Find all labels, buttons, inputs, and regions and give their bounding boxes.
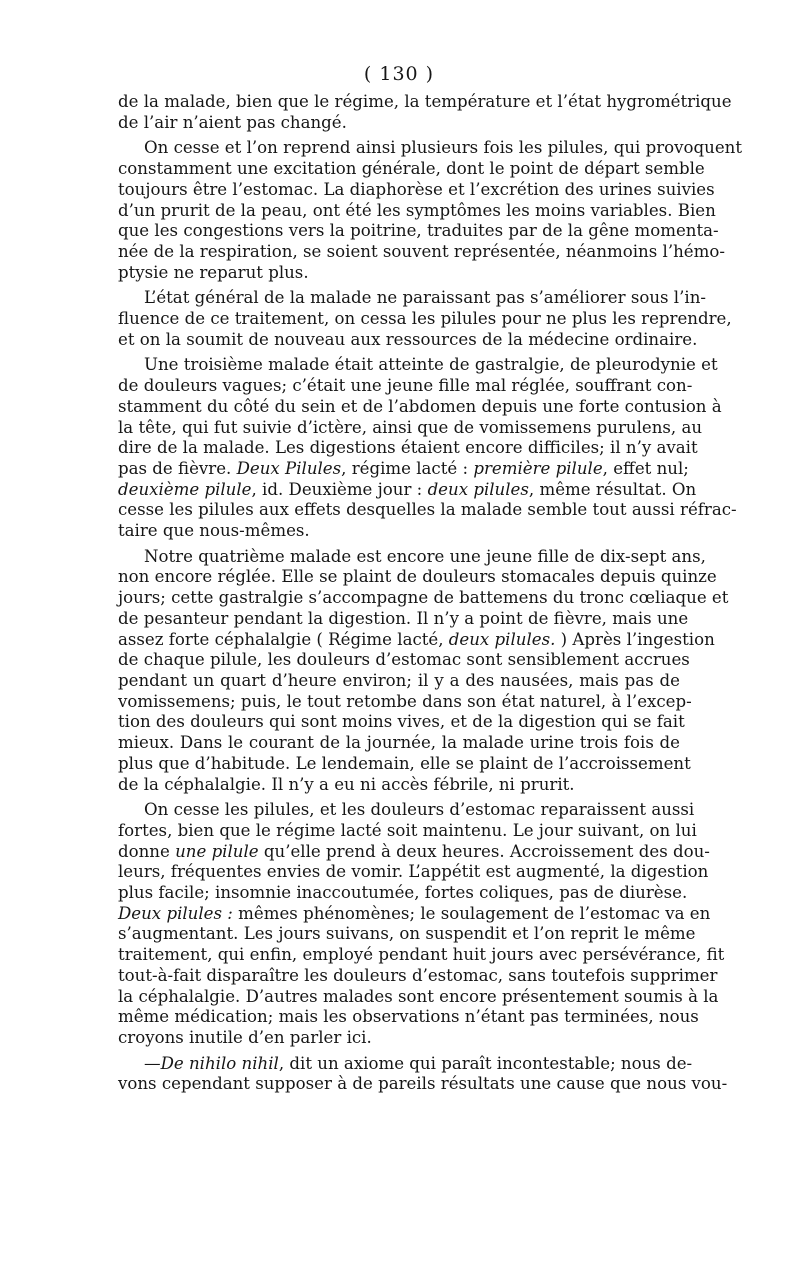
text-line: —De nihilo nihil, dit un axiome qui paraît incontestable; nous de- xyxy=(144,1053,693,1073)
text-line: de pesanteur pendant la digestion. Il n’y a point de fièvre, mais une xyxy=(118,608,689,628)
text-line: fluence de ce traitement, on cessa les pilules pour ne plus les reprendre, xyxy=(118,309,732,329)
text-line: mieux. Dans le courant de la journée, la malade urine trois fois de xyxy=(118,733,680,753)
text-line: On cesse les pilules, et les douleurs d’estomac reparaissent aussi xyxy=(144,800,695,820)
text-line: traitement, qui enfin, employé pendant huit jours avec persévérance, fit xyxy=(118,945,725,965)
text-line: deuxième pilule, id. Deuxième jour : deux pilules, même résultat. On xyxy=(118,479,697,499)
paragraph xyxy=(118,355,737,541)
text-line: s’augmentant. Les jours suivans, on suspendit et l’on reprit le même xyxy=(118,924,696,944)
text-line: plus que d’habitude. Le lendemain, elle se plaint de l’accroissement xyxy=(118,753,691,773)
paragraph xyxy=(118,1053,728,1095)
text-line: Une troisième malade était atteinte de gastralgie, de pleurodynie et xyxy=(144,355,718,375)
text-line: leurs, fréquentes envies de vomir. L’appétit est augmenté, la digestion xyxy=(118,862,709,882)
text-line: assez forte céphalalgie ( Régime lacté, deux pilules. ) Après l’ingestion xyxy=(118,629,715,649)
text-line: pas de fièvre. Deux Pilules, régime lacté : première pilule, effet nul; xyxy=(118,458,689,478)
text-line: tout-à-fait disparaître les douleurs d’estomac, sans toutefois supprimer xyxy=(118,965,718,985)
text-line: On cesse et l’on reprend ainsi plusieurs fois les pilules, qui provoquent xyxy=(144,138,743,158)
text-line: croyons inutile d’en parler ici. xyxy=(118,1027,372,1047)
text-line: stamment du côté du sein et de l’abdomen depuis une forte contusion à xyxy=(118,396,722,416)
text-line: née de la respiration, se soient souvent représentée, néanmoins l’hémo- xyxy=(118,241,725,261)
paragraph xyxy=(118,800,725,1048)
text-line: que les congestions vers la poitrine, traduites par de la gêne momenta- xyxy=(118,221,719,241)
text-line: pendant un quart d’heure environ; il y a des nausées, mais pas de xyxy=(118,670,680,690)
text-line: la tête, qui fut suivie d’ictère, ainsi que de vomissemens purulens, au xyxy=(118,417,703,437)
paragraph xyxy=(118,92,732,133)
text-line: toujours être l’estomac. La diaphorèse et l’excrétion des urines suivies xyxy=(118,179,715,199)
text-line: de douleurs vagues; c’était une jeune fille mal réglée, souffrant con- xyxy=(118,376,693,396)
text-line: fortes, bien que le régime lacté soit maintenu. Le jour suivant, on lui xyxy=(118,820,697,840)
text-line: tion des douleurs qui sont moins vives, et de la digestion qui se fait xyxy=(118,712,685,732)
text-line: de l’air n’aient pas changé. xyxy=(118,112,347,132)
text-line: vons cependant supposer à de pareils résultats une cause que nous vou- xyxy=(118,1074,728,1094)
text-line: jours; cette gastralgie s’accompagne de battemens du tronc cœliaque et xyxy=(118,588,729,608)
text-line: taire que nous-mêmes. xyxy=(118,521,310,541)
text-line: et on la soumit de nouveau aux ressources de la médecine ordinaire. xyxy=(118,329,698,349)
text-line: cesse les pilules aux effets desquelles la malade semble tout aussi réfrac- xyxy=(118,500,737,520)
text-line: la céphalalgie. D’autres malades sont encore présentement soumis à la xyxy=(118,986,719,1006)
text-line: de chaque pilule, les douleurs d’estomac sont sensiblement accrues xyxy=(118,650,690,670)
text-line: vomissemens; puis, le tout retombe dans son état naturel, à l’excep- xyxy=(118,691,692,711)
text-line: ptysie ne reparut plus. xyxy=(118,262,309,282)
text-line: même médication; mais les observations n’étant pas terminées, nous xyxy=(118,1007,699,1027)
page-number: ( 130 ) xyxy=(363,63,435,85)
paragraph xyxy=(118,138,743,283)
text-line: Notre quatrième malade est encore une jeune fille de dix-sept ans, xyxy=(144,546,706,566)
book-page xyxy=(118,60,743,1100)
text-line: de la malade, bien que le régime, la température et l’état hygrométrique xyxy=(118,92,732,111)
paragraph xyxy=(118,288,732,350)
text-line: L’état général de la malade ne paraissant pas s’améliorer sous l’in- xyxy=(144,288,706,308)
text-line: d’un prurit de la peau, ont été les symptômes les moins variables. Bien xyxy=(118,200,716,220)
text-line: plus facile; insomnie inaccoutumée, fortes coliques, pas de diurèse. xyxy=(118,883,688,903)
text-line: Deux pilules : mêmes phénomènes; le soulagement de l’estomac va en xyxy=(118,903,711,923)
text-line: de la céphalalgie. Il n’y a eu ni accès fébrile, ni prurit. xyxy=(118,774,575,794)
text-line: non encore réglée. Elle se plaint de douleurs stomacales depuis quinze xyxy=(118,567,717,587)
paragraph xyxy=(118,546,729,795)
body-text xyxy=(118,92,743,1095)
text-line: dire de la malade. Les digestions étaient encore difficiles; il n’y avait xyxy=(118,438,698,458)
text-line: donne une pilule qu’elle prend à deux heures. Accroissement des dou- xyxy=(118,841,710,861)
text-line: constamment une excitation générale, dont le point de départ semble xyxy=(118,159,705,179)
